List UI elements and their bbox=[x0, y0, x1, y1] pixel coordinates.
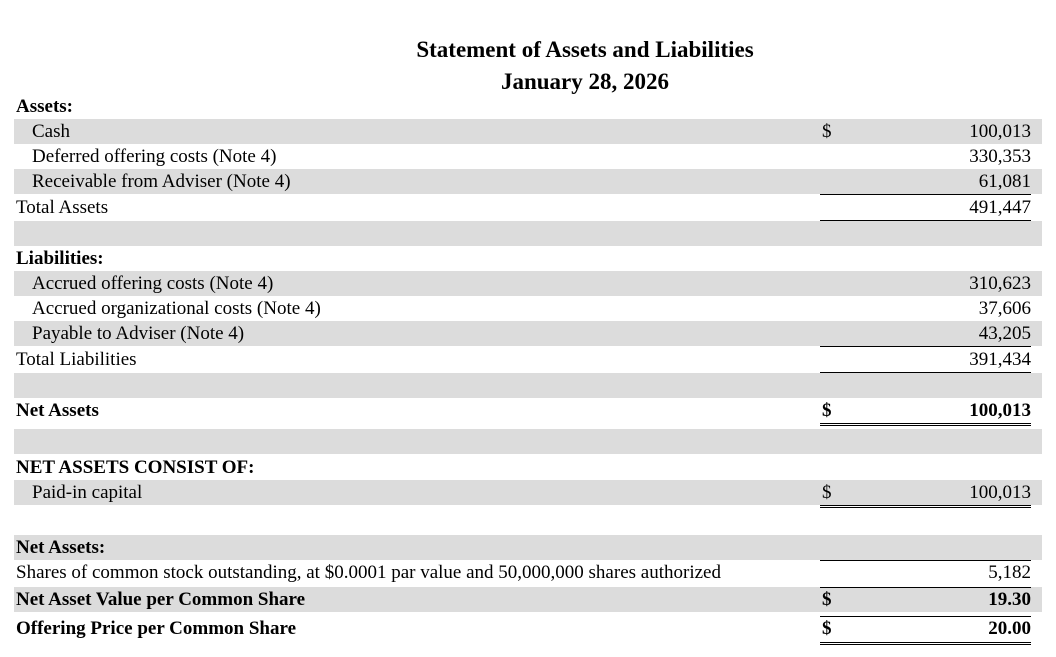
receivable-label: Receivable from Adviser (Note 4) bbox=[32, 171, 291, 192]
offering-label: Offering Price per Common Share bbox=[16, 618, 297, 639]
net-assets-header2: Net Assets: bbox=[16, 537, 106, 558]
cash-value: 100,013 bbox=[969, 121, 1031, 142]
paid-in-row bbox=[14, 480, 1042, 505]
shares-value: 5,182 bbox=[988, 562, 1031, 583]
spacer-row bbox=[14, 429, 1042, 454]
accrued-offering-row bbox=[14, 271, 1042, 296]
offering-row bbox=[14, 616, 1042, 641]
net-assets-value: 100,013 bbox=[969, 400, 1031, 421]
accrued-org-value: 37,606 bbox=[978, 298, 1031, 319]
total-assets-row bbox=[14, 195, 1042, 220]
liabilities-header: Liabilities: bbox=[16, 248, 104, 269]
paid-in-currency: $ bbox=[822, 482, 832, 503]
shares-label: Shares of common stock outstanding, at $0.0001 par value and 50,000,000 shares authorized bbox=[16, 562, 721, 583]
cash-row bbox=[14, 119, 1042, 144]
payable-label: Payable to Adviser (Note 4) bbox=[32, 323, 245, 344]
accrued-org-label: Accrued organizational costs (Note 4) bbox=[32, 298, 321, 319]
assets-header-row bbox=[14, 94, 1042, 119]
spacer-row bbox=[14, 221, 1042, 246]
cash-label: Cash bbox=[32, 121, 70, 142]
accrued-offering-value: 310,623 bbox=[969, 273, 1031, 294]
statement-date: January 28, 2026 bbox=[500, 69, 670, 94]
total-assets-value: 491,447 bbox=[969, 197, 1031, 218]
deferred-label: Deferred offering costs (Note 4) bbox=[32, 146, 277, 167]
spacer-row bbox=[14, 373, 1042, 398]
accrued-org-row bbox=[14, 296, 1042, 321]
receivable-value: 61,081 bbox=[978, 171, 1031, 192]
total-liabilities-value: 391,434 bbox=[969, 349, 1031, 370]
statement-title: Statement of Assets and Liabilities bbox=[416, 37, 754, 62]
nav-label: Net Asset Value per Common Share bbox=[16, 589, 306, 610]
offering-value: 20.00 bbox=[988, 618, 1031, 639]
paid-in-label: Paid-in capital bbox=[32, 482, 143, 503]
shares-row bbox=[14, 560, 1042, 585]
consist-header-row bbox=[14, 455, 1042, 480]
nav-currency: $ bbox=[822, 589, 832, 610]
total-liabilities-row bbox=[14, 347, 1042, 372]
payable-value: 43,205 bbox=[978, 323, 1031, 344]
assets-header: Assets: bbox=[16, 96, 73, 117]
deferred-value: 330,353 bbox=[969, 146, 1031, 167]
offering-currency: $ bbox=[822, 618, 832, 639]
net-assets-label: Net Assets bbox=[16, 400, 99, 421]
payable-row bbox=[14, 321, 1042, 346]
liabilities-header-row bbox=[14, 246, 1042, 271]
nav-value: 19.30 bbox=[988, 589, 1031, 610]
total-liabilities-label: Total Liabilities bbox=[16, 349, 137, 370]
cash-currency: $ bbox=[822, 121, 832, 142]
accrued-offering-label: Accrued offering costs (Note 4) bbox=[32, 273, 274, 294]
total-assets-label: Total Assets bbox=[16, 197, 109, 218]
net-assets-row bbox=[14, 398, 1042, 423]
paid-in-value: 100,013 bbox=[969, 482, 1031, 503]
net-assets-currency: $ bbox=[822, 400, 832, 421]
receivable-row bbox=[14, 169, 1042, 194]
consist-header: NET ASSETS CONSIST OF: bbox=[16, 457, 255, 478]
nav-row bbox=[14, 587, 1042, 612]
net-assets-header2-row bbox=[14, 535, 1042, 560]
deferred-row bbox=[14, 144, 1042, 169]
